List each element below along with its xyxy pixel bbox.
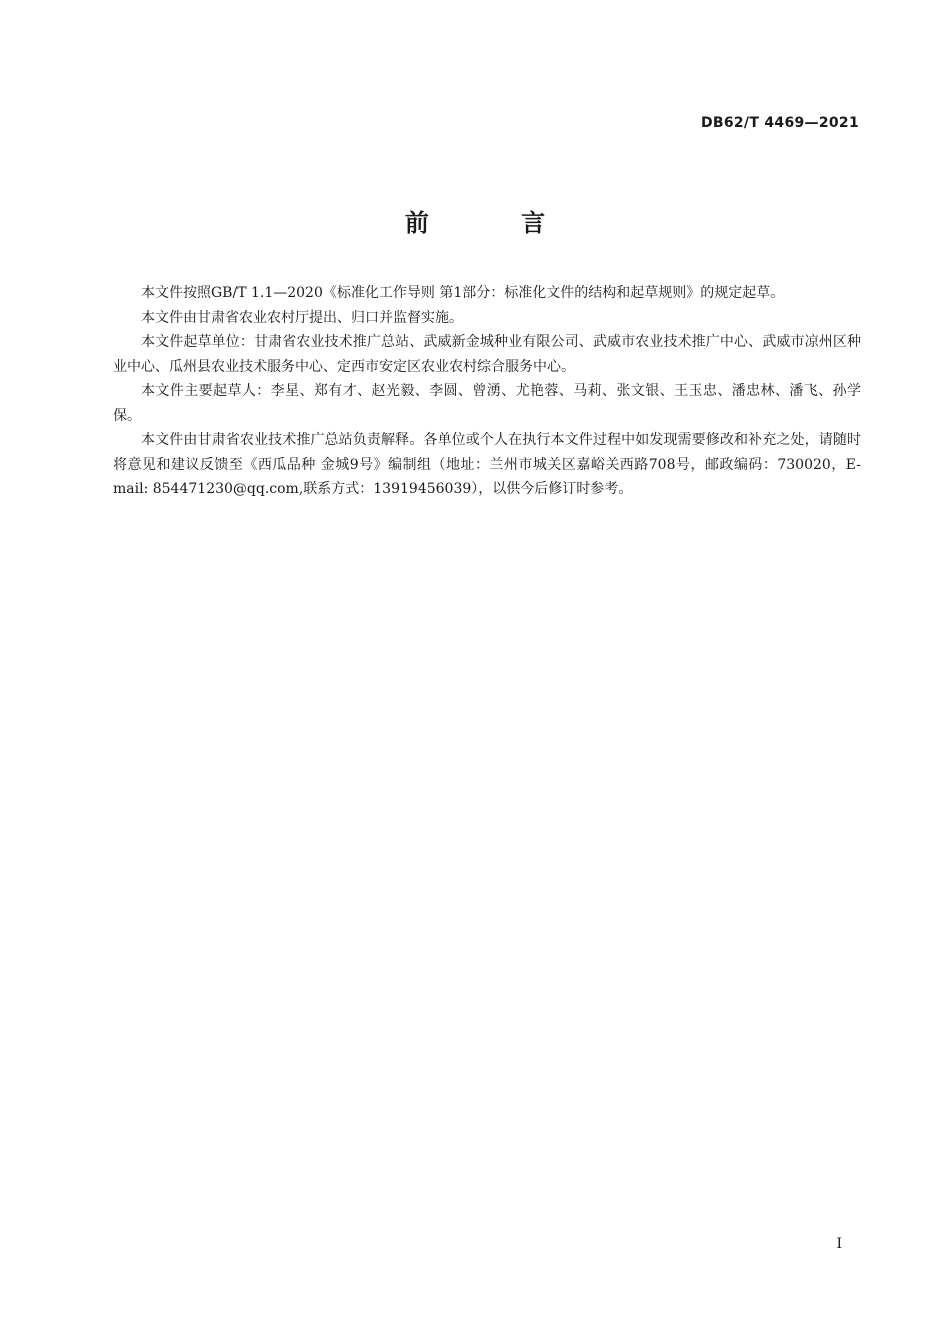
page-number: I — [836, 1236, 842, 1252]
paragraph-drafters: 本文件主要起草人：李星、郑有才、赵光毅、李圆、曾湧、尤艳蓉、马莉、张文银、王玉忠、潘忠林、潘飞、孙学保。 — [113, 383, 861, 424]
standard-code: DB62/T 4469—2021 — [700, 115, 859, 131]
paragraph-proposer: 本文件由甘肃省农业农村厅提出、归口并监督实施。 — [141, 309, 463, 326]
paragraph-drafting-units: 本文件起草单位：甘肃省农业技术推广总站、武威新金城种业有限公司、武威市农业技术推广中心、武威市凉州区种业中心、瓜州县农业技术服务中心、定西市安定区农业农村综合服务中心。 — [113, 334, 861, 375]
paragraph-drafting-rules: 本文件按照GB/T 1.1—2020《标准化工作导则 第1部分：标准化文件的结构和起草规则》的规定起草。 — [141, 285, 785, 301]
page-title: 前 言 — [404, 209, 588, 237]
paragraph-interpretation: 本文件由甘肃省农业技术推广总站负责解释。各单位或个人在执行本文件过程中如发现需要修改和补充之处，请随时将意见和建议反馈至《西瓜品种 金城9号》编制组（地址：兰州市城关区嘉峪关西路708号，邮政编码：730020，E-mail: 854471230@qq.com,联系方式：13919456039），以供今后修订时参考。 — [113, 432, 861, 497]
foreword-body — [113, 281, 861, 502]
